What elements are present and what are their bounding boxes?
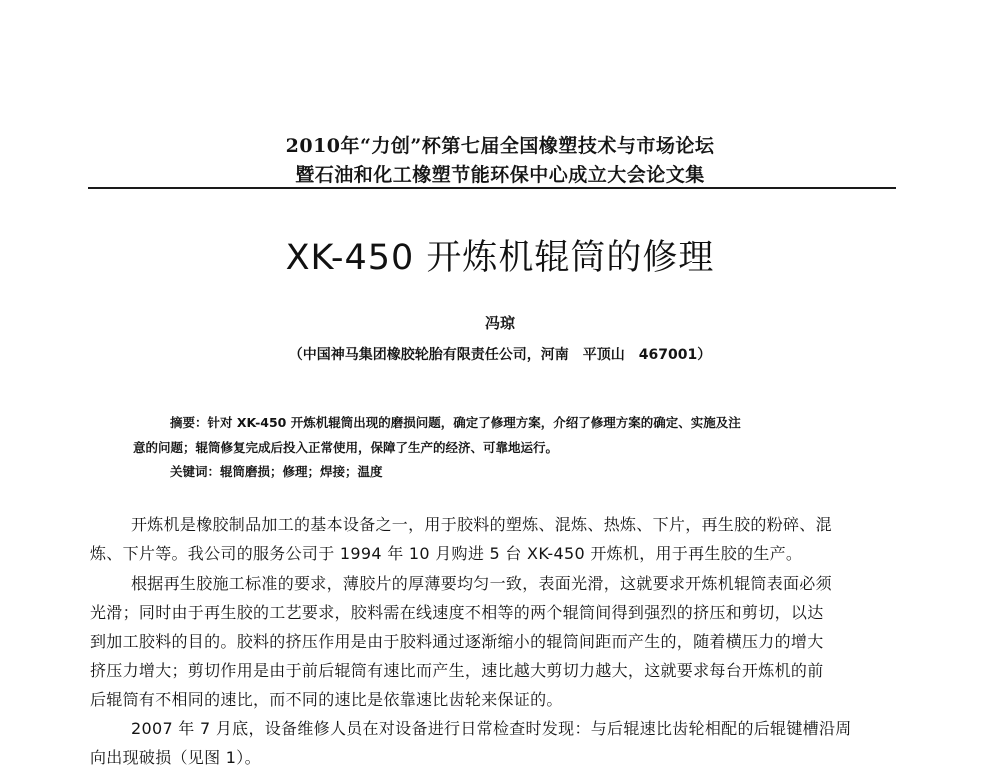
proceedings-title-line-2: 暨石油和化工橡塑节能环保中心成立大会论文集: [295, 164, 705, 186]
body-text-line: 到加工胶料的目的。胶料的挤压作用是由于胶料通过逐渐缩小的辊筒间距而产生的，随着横压力的增大: [90, 632, 824, 651]
keywords: 关键词：辊筒磨损；修理；焊接；温度: [170, 464, 383, 479]
paper-title: XK-450 开炼机辊筒的修理: [285, 238, 715, 278]
body-text-line: 2007 年 7 月底，设备维修人员在对设备进行日常检查时发现：与后辊速比齿轮相配的后辊键槽沿周: [131, 719, 852, 738]
body-text-line: 后辊筒有不相同的速比，而不同的速比是依靠速比齿轮来保证的。: [90, 690, 563, 709]
body-text-line: 开炼机是橡胶制品加工的基本设备之一，用于胶料的塑炼、混炼、热炼、下片，再生胶的粉碎、混: [131, 515, 832, 534]
proceedings-title-line-1: 2010年“力创”杯第七届全国橡塑技术与市场论坛: [285, 135, 715, 157]
abstract-line: 摘要：针对 XK-450 开炼机辊筒出现的磨损问题，确定了修理方案，介绍了修理方案的确定、实施及注: [170, 415, 741, 430]
author-affiliation: （中国神马集团橡胶轮胎有限责任公司，河南 平顶山 467001）: [288, 347, 712, 363]
body-text-line: 根据再生胶施工标准的要求，薄胶片的厚薄要均匀一致，表面光滑，这就要求开炼机辊筒表面必须: [131, 574, 832, 593]
author-name: 冯琼: [484, 314, 515, 332]
abstract-line: 意的问题；辊筒修复完成后投入正常使用，保障了生产的经济、可靠地运行。: [133, 440, 559, 455]
body-text-line: 光滑；同时由于再生胶的工艺要求，胶料需在线速度不相等的两个辊筒间得到强烈的挤压和剪切，以达: [90, 603, 824, 622]
body-text-line: 炼、下片等。我公司的服务公司于 1994 年 10 月购进 5 台 XK-450 开炼机，用于再生胶的生产。: [90, 544, 803, 563]
body-text-line: 挤压力增大；剪切作用是由于前后辊筒有速比而产生，速比越大剪切力越大，这就要求每台开炼机的前: [90, 661, 824, 680]
body-text-line: 向出现破损（见图 1）。: [90, 748, 261, 767]
header-rule: [88, 187, 896, 189]
